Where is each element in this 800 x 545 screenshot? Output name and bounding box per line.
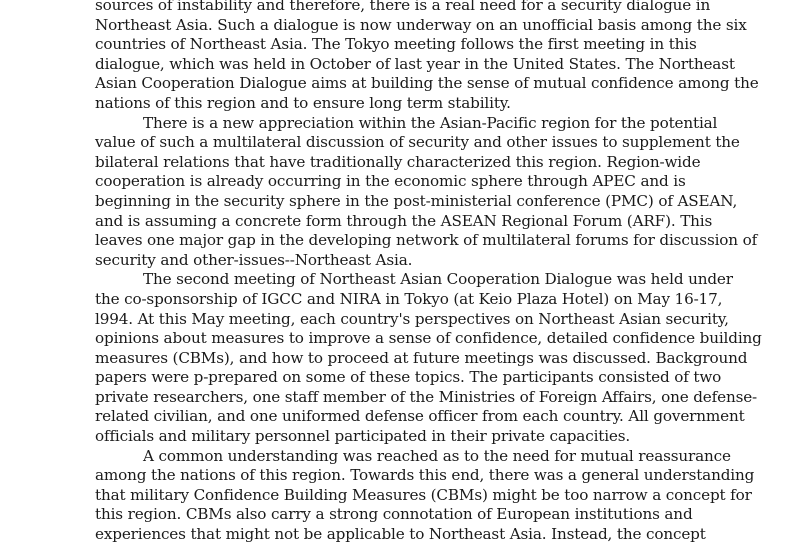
text-line: leaves one major gap in the developing network of multilateral forums for discussion of xyxy=(95,231,758,250)
text-line: private researchers, one staff member of the Ministries of Foreign Affairs, one defense- xyxy=(95,387,758,406)
text-line: beginning in the security sphere in the post-ministerial conference (PMC) of ASEAN, xyxy=(95,191,738,210)
text-line: this region. CBMs also carry a strong connotation of European institutions and xyxy=(95,505,693,524)
paragraph-4 xyxy=(95,447,795,545)
paragraph-3 xyxy=(95,270,795,446)
text-line: related civilian, and one uniformed defense officer from each country. All government xyxy=(95,407,745,426)
text-line: sources of instability and therefore, there is a real need for a security dialogue in xyxy=(95,0,711,14)
text-line: and is assuming a concrete form through the ASEAN Regional Forum (ARF). This xyxy=(95,211,713,230)
text-line: A common understanding was reached as to the need for mutual reassurance xyxy=(143,446,731,465)
text-line: Northeast Asia. Such a dialogue is now underway on an unofficial basis among the six xyxy=(95,15,747,34)
document-page xyxy=(95,0,795,545)
text-line: the co-sponsorship of IGCC and NIRA in Tokyo (at Keio Plaza Hotel) on May 16-17, xyxy=(95,289,723,308)
text-line: countries of Northeast Asia. The Tokyo meeting follows the first meeting in this xyxy=(95,35,697,54)
text-line: nations of this region and to ensure long term stability. xyxy=(95,93,511,112)
text-line: security and other-issues--Northeast Asia. xyxy=(95,250,413,269)
text-line: l994. At this May meeting, each country's perspectives on Northeast Asian security, xyxy=(95,309,729,328)
text-line: value of such a multilateral discussion of security and other issues to supplement the xyxy=(95,133,740,152)
text-line: dialogue, which was held in October of last year in the United States. The Northeast xyxy=(95,54,735,73)
text-line: Asian Cooperation Dialogue aims at building the sense of mutual confidence among the xyxy=(95,74,759,93)
text-line: that military Confidence Building Measures (CBMs) might be too narrow a concept for xyxy=(95,485,752,504)
text-line: bilateral relations that have traditionally characterized this region. Region-wide xyxy=(95,152,701,171)
text-line-clipped: experiences that might not be applicable to Northeast Asia. Instead, the concept xyxy=(95,525,706,544)
text-line: The second meeting of Northeast Asian Cooperation Dialogue was held under xyxy=(143,270,733,289)
paragraph-2 xyxy=(95,114,795,271)
text-line: opinions about measures to improve a sense of confidence, detailed confidence building xyxy=(95,329,762,348)
text-line: measures (CBMs), and how to proceed at future meetings was discussed. Background xyxy=(95,348,748,367)
text-line: cooperation is already occurring in the economic sphere through APEC and is xyxy=(95,172,686,191)
text-line: officials and military personnel participated in their private capacities. xyxy=(95,427,631,446)
text-line: There is a new appreciation within the Asian-Pacific region for the potential xyxy=(143,113,718,132)
text-line: papers were p-prepared on some of these topics. The participants consisted of two xyxy=(95,368,722,387)
text-line: among the nations of this region. Towards this end, there was a general understanding xyxy=(95,466,755,485)
paragraph-1 xyxy=(95,0,795,114)
